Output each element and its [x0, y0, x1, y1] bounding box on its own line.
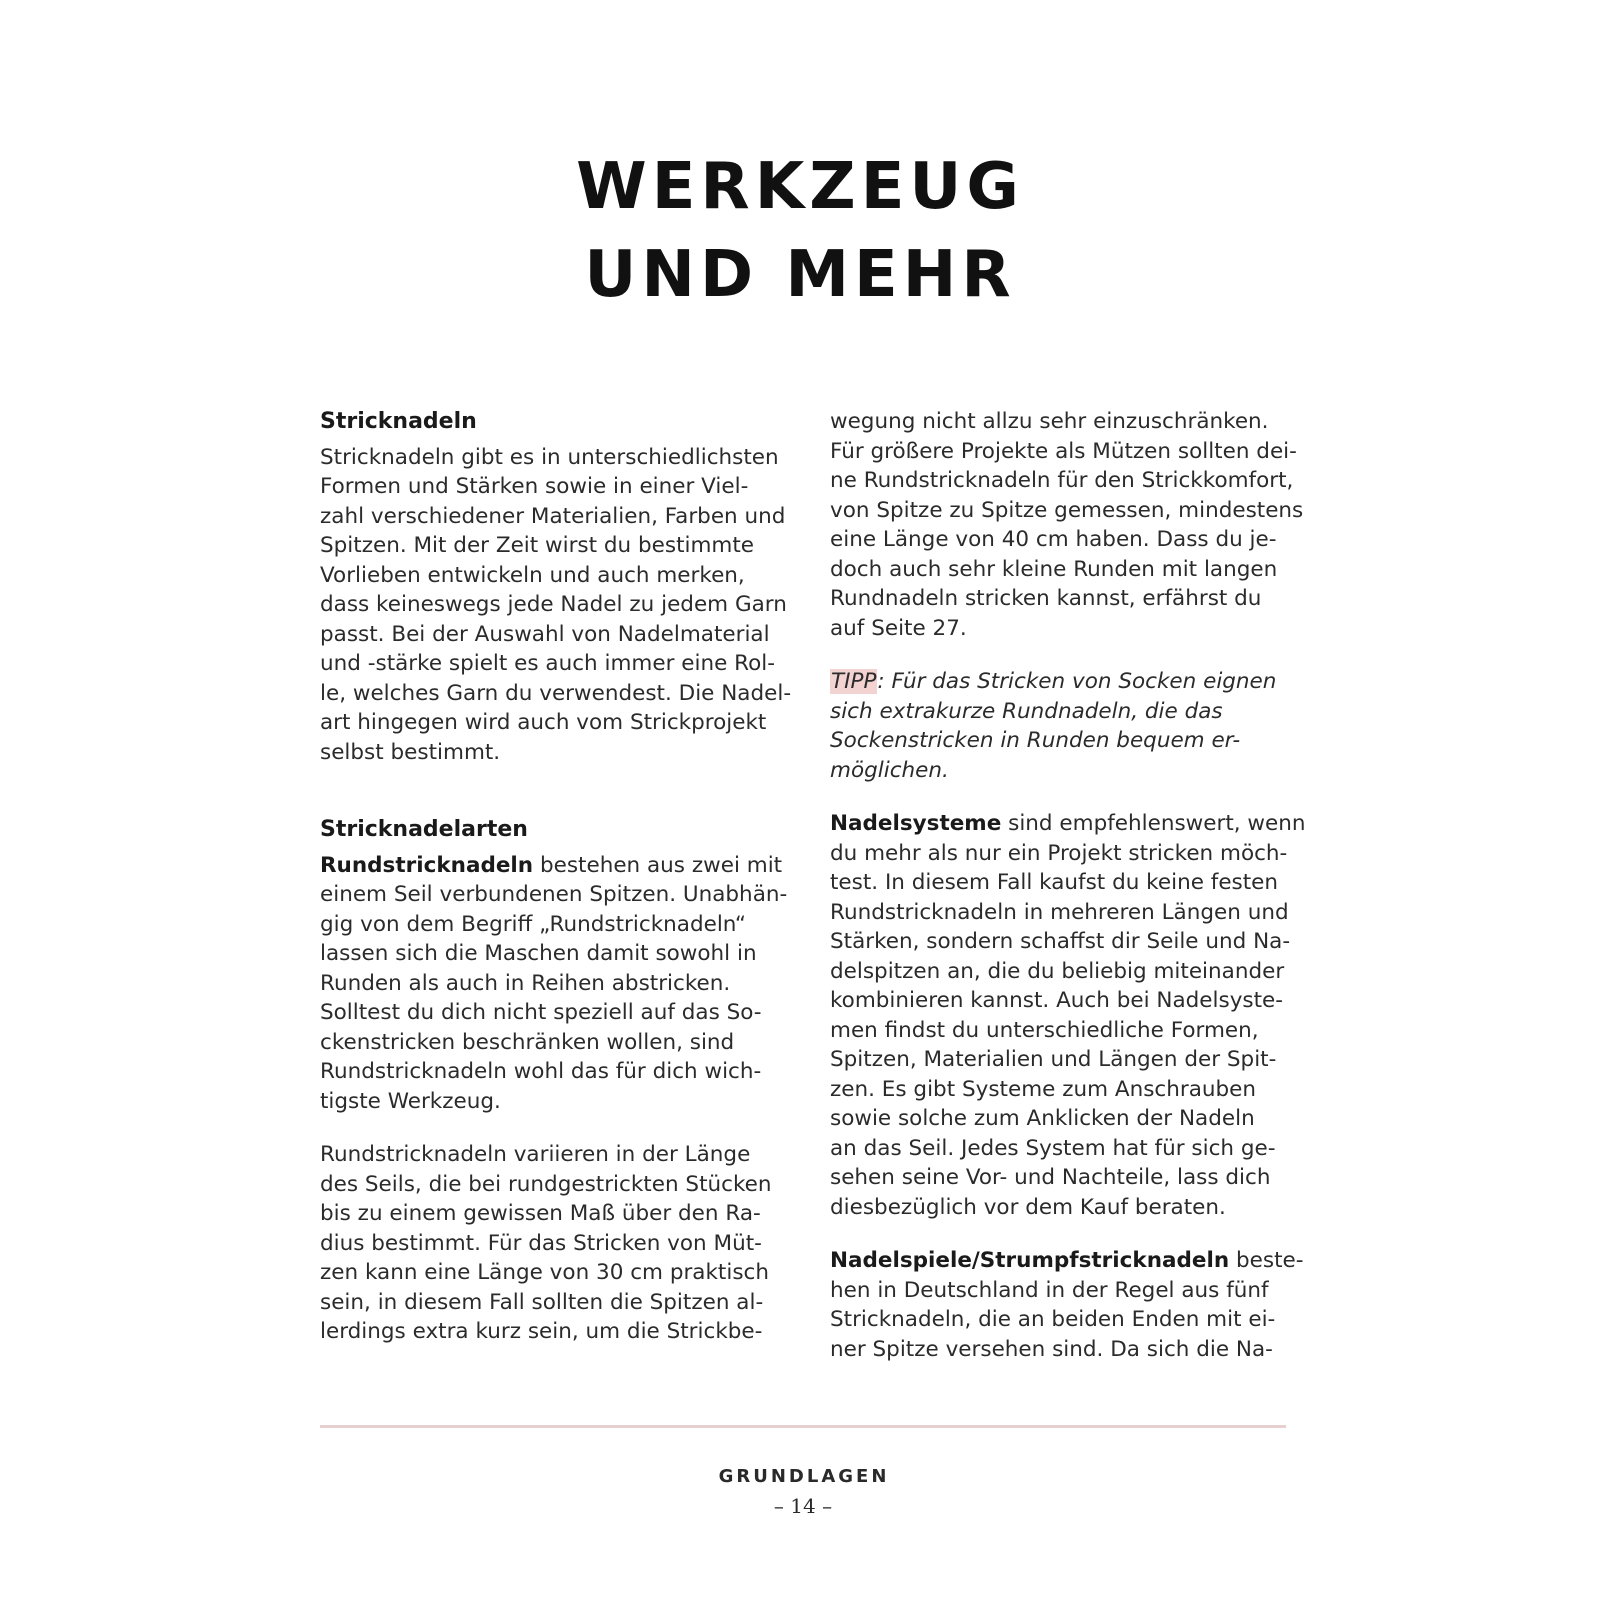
text-line: Solltest du dich nicht speziell auf das So- — [320, 1000, 762, 1025]
text-line: Stricknadeln gibt es in unterschiedlichsten — [320, 444, 779, 470]
text-line: Formen und Stärken sowie in einer Viel- — [320, 474, 749, 499]
text-line — [830, 1246, 1304, 1276]
text-line: sehen seine Vor- und Nachteile, lass dich — [830, 1165, 1271, 1190]
paragraph-stricknadeln — [320, 443, 792, 768]
text-line: doch auch sehr kleine Runden mit langen — [830, 556, 1278, 582]
section-heading-stricknadeln: Stricknadeln — [320, 409, 477, 434]
text-line: zahl verschiedener Materialien, Farben und — [320, 503, 786, 529]
text-line: art hingegen wird auch vom Strickprojekt — [320, 710, 767, 735]
term-nadelsysteme: Nadelsysteme — [830, 811, 1002, 836]
text-line: Vorlieben entwickeln und auch merken, — [320, 562, 745, 588]
text-line: eine Länge von 40 cm haben. Dass du je- — [830, 527, 1277, 552]
text-run: beste- — [1229, 1248, 1304, 1273]
text-line: dius bestimmt. Für das Stricken von Müt- — [320, 1230, 762, 1256]
text-line: bis zu einem gewissen Maß über den Ra- — [320, 1201, 761, 1226]
text-run: : Für das Stricken von Socken eignen — [877, 669, 1277, 694]
footer-section-label: GRUNDLAGEN — [718, 1466, 890, 1487]
text-line: tigste Werkzeug. — [320, 1088, 501, 1114]
paragraph-nadelspiele — [830, 1246, 1304, 1364]
text-line: lerdings extra kurz sein, um die Strickbe- — [320, 1319, 763, 1344]
text-line: Rundstricknadeln in mehreren Längen und — [830, 899, 1289, 925]
text-line: von Spitze zu Spitze gemessen, mindestens — [830, 497, 1304, 523]
footer-divider — [320, 1425, 1286, 1428]
text-line: test. In diesem Fall kaufst du keine festen — [830, 870, 1279, 895]
tip-box — [830, 667, 1290, 785]
paragraph-nadelsysteme — [830, 809, 1306, 1222]
text-line: passt. Bei der Auswahl von Nadelmaterial — [320, 621, 770, 647]
text-line: und -stärke spielt es auch immer eine Rol- — [320, 651, 776, 676]
text-line: dass keineswegs jede Nadel zu jedem Garn — [320, 592, 787, 617]
text-line: einem Seil verbundenen Spitzen. Unabhän- — [320, 882, 788, 907]
text-line: an das Seil. Jedes System hat für sich ge- — [830, 1135, 1276, 1161]
text-line: ne Rundstricknadeln für den Strickkomfort, — [830, 468, 1294, 493]
text-line: auf Seite 27. — [830, 615, 967, 641]
text-line: zen. Es gibt Systeme zum Anschrauben — [830, 1076, 1257, 1102]
paragraph-seillaenge — [320, 1140, 780, 1347]
text-line: lassen sich die Maschen damit sowohl in — [320, 941, 757, 966]
text-run: sind empfehlenswert, wenn — [1001, 811, 1306, 836]
text-line — [320, 851, 783, 881]
text-line: gig von dem Begriff „Rundstricknadeln“ — [320, 911, 746, 937]
text-line: Stricknadeln, die an beiden Enden mit ei- — [830, 1307, 1276, 1332]
text-line: Spitzen, Materialien und Längen der Spit- — [830, 1047, 1277, 1072]
term-rundstricknadeln: Rundstricknadeln — [320, 852, 534, 878]
page-title-line-1: WERKZEUG — [576, 150, 1024, 224]
text-line: Spitzen. Mit der Zeit wirst du bestimmte — [320, 533, 755, 558]
text-line: Rundnadeln stricken kannst, erfährst du — [830, 586, 1262, 611]
term-nadelspiele: Nadelspiele/Strumpfstricknadeln — [830, 1248, 1230, 1273]
paragraph-rundstricknadeln — [320, 851, 788, 1117]
text-line: diesbezüglich vor dem Kauf beraten. — [830, 1194, 1226, 1220]
text-line: Für größere Projekte als Mützen sollten dei- — [830, 438, 1297, 464]
text-line: delspitzen an, die du beliebig miteinander — [830, 958, 1285, 984]
text-line — [830, 809, 1306, 839]
right-column — [830, 407, 1306, 1364]
text-line: Runden als auch in Reihen abstricken. — [320, 970, 731, 996]
text-line: Sockenstricken in Runden bequem er- — [830, 728, 1241, 753]
text-line: Stärken, sondern schaffst dir Seile und Na- — [830, 929, 1291, 954]
text-line: le, welches Garn du verwendest. Die Nadel- — [320, 680, 792, 706]
text-line: selbst bestimmt. — [320, 739, 501, 765]
page-number: – 14 – — [773, 1494, 833, 1518]
text-line: sowie solche zum Anklicken der Nadeln — [830, 1106, 1255, 1131]
text-line: zen kann eine Länge von 30 cm praktisch — [320, 1260, 769, 1285]
text-line: ckenstricken beschränken wollen, sind — [320, 1029, 735, 1055]
page-title-line-2: UND MEHR — [584, 238, 1016, 312]
text-line: sein, in diesem Fall sollten die Spitzen al- — [320, 1289, 764, 1315]
text-line: hen in Deutschland in der Regel aus fünf — [830, 1277, 1269, 1303]
text-run: bestehen aus zwei mit — [533, 852, 783, 878]
text-line: sich extrakurze Rundnadeln, die das — [830, 698, 1223, 724]
text-line: wegung nicht allzu sehr einzuschränken. — [830, 409, 1269, 434]
text-line: möglichen. — [830, 757, 949, 783]
text-line: ner Spitze versehen sind. Da sich die Na- — [830, 1336, 1273, 1362]
text-line: Rundstricknadeln wohl das für dich wich- — [320, 1059, 762, 1084]
paragraph-continuation — [830, 407, 1304, 643]
text-line: Rundstricknadeln variieren in der Länge — [320, 1142, 751, 1167]
tip-label: TIPP — [831, 669, 877, 694]
text-line — [830, 667, 1290, 697]
text-line: du mehr als nur ein Projekt stricken möch- — [830, 840, 1288, 866]
text-line: des Seils, die bei rundgestrickten Stücken — [320, 1171, 772, 1197]
section-heading-stricknadelarten: Stricknadelarten — [320, 817, 528, 842]
text-line: kombinieren kannst. Auch bei Nadelsyste- — [830, 988, 1284, 1013]
left-column — [320, 407, 792, 1347]
text-line: men findst du unterschiedliche Formen, — [830, 1017, 1259, 1043]
